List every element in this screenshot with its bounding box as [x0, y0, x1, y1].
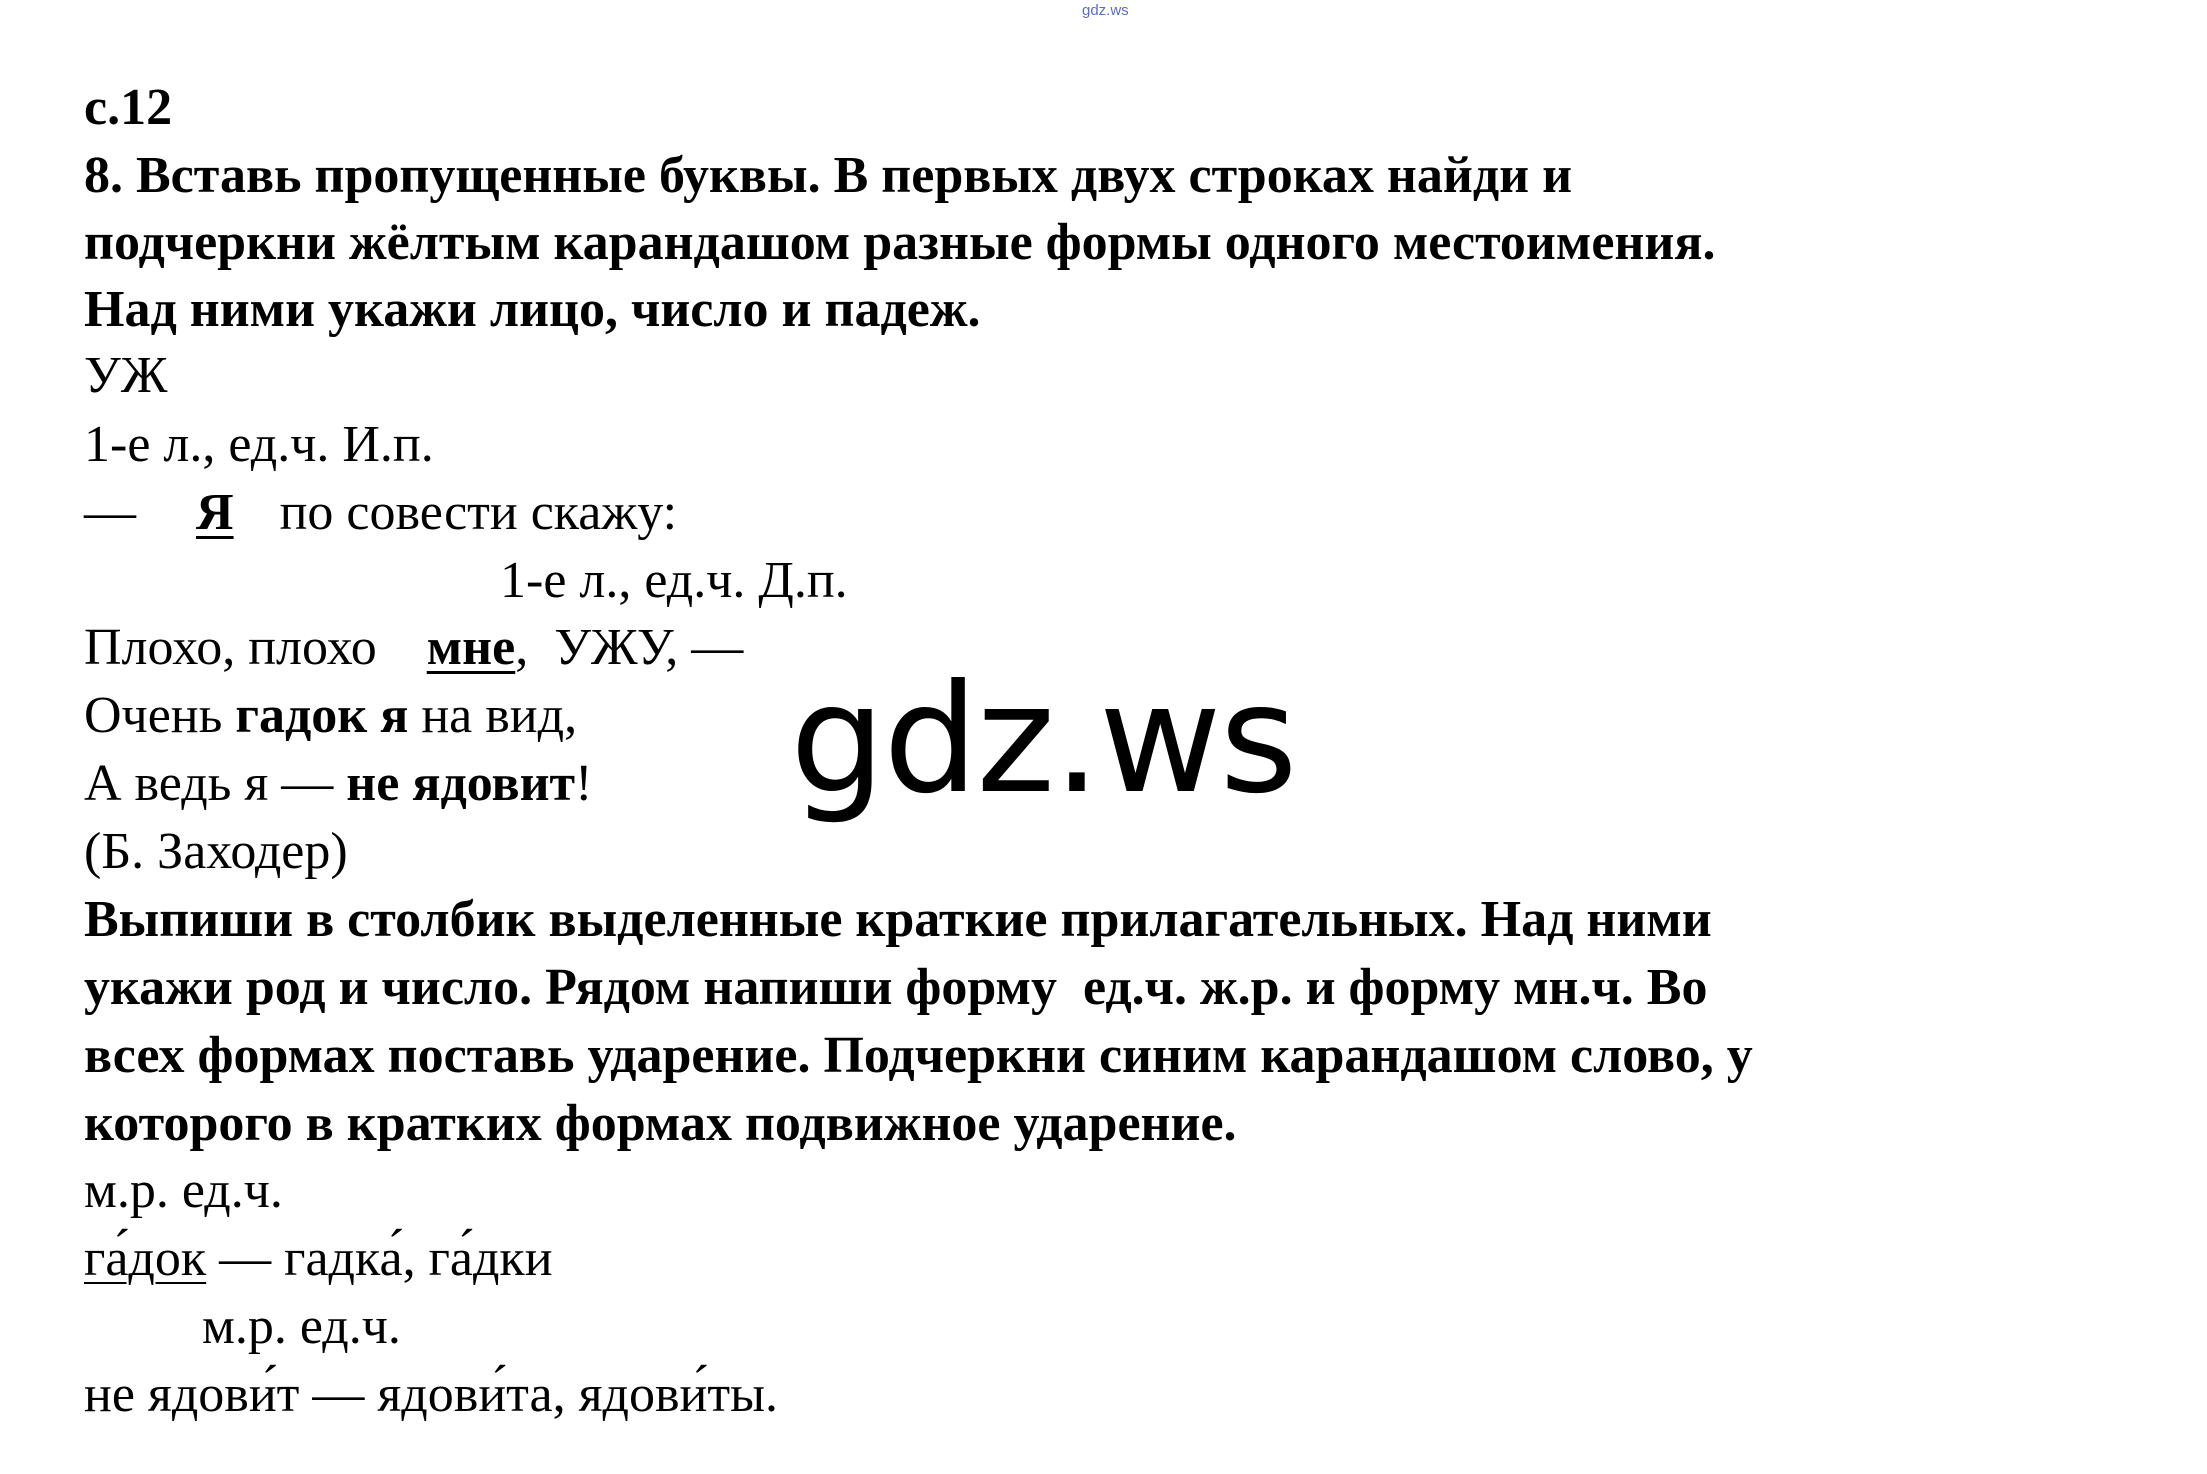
dash: —	[84, 484, 136, 541]
poem-title: УЖ	[84, 347, 168, 404]
poem-line-4	[84, 755, 593, 812]
poem-line-3-start: Очень	[84, 687, 236, 744]
poem-line-4-end: !	[575, 755, 593, 812]
pronoun-note-2: 1-е л., ед.ч. Д.п.	[500, 552, 848, 609]
poem-line-1	[84, 484, 678, 541]
adjective-gadok: гадок я	[235, 687, 409, 744]
page-number: с.12	[84, 79, 173, 136]
task-adj-line-2: укажи род и число. Рядом напиши форму ед.ч. ж.р. и форму мн.ч. Во	[84, 959, 1708, 1016]
task-adj-line-3: всех формах поставь ударение. Подчеркни синим карандашом слово, у	[84, 1027, 1753, 1084]
watermark: gdz.ws	[790, 653, 1296, 827]
answer-line-1-rest: — гадка́, га́дки	[206, 1230, 553, 1287]
poem-line-2	[84, 619, 744, 676]
pronoun-note-1: 1-е л., ед.ч. И.п.	[84, 416, 434, 473]
task8-line-2: подчеркни жёлтым карандашом разные формы одного местоимения.	[84, 214, 1716, 271]
pronoun-ya: Я	[196, 484, 234, 541]
answer-note-1: м.р. ед.ч.	[84, 1162, 283, 1219]
poem-author: (Б. Заходер)	[84, 823, 348, 880]
answer-word-gadok: га́док	[84, 1230, 207, 1287]
adjective-yadovit: не ядовит	[346, 755, 576, 812]
task-adj-line-4: которого в кратких формах подвижное ударение.	[84, 1095, 1237, 1152]
site-mark: gdz.ws	[1082, 2, 1129, 19]
answer-line-1	[84, 1230, 553, 1287]
poem-line-1-rest: по совести скажу:	[279, 484, 678, 541]
answer-line-2: не ядови́т — ядови́та, ядови́ты.	[84, 1366, 779, 1423]
poem-line-2-end: , УЖУ, —	[515, 619, 744, 676]
task-adj-line-1: Выпиши в столбик выделенные краткие прилагательных. Над ними	[84, 891, 1712, 948]
poem-line-3-end: на вид,	[408, 687, 578, 744]
task8-line-3: Над ними укажи лицо, число и падеж.	[84, 281, 981, 338]
poem-line-3	[84, 687, 578, 744]
pronoun-mne: мне	[426, 619, 516, 676]
poem-line-2-start: Плохо, плохо	[84, 619, 377, 676]
task8-line-1: 8. Вставь пропущенные буквы. В первых двух строках найди и	[84, 147, 1573, 204]
poem-line-4-start: А ведь я —	[84, 755, 347, 812]
answer-note-2: м.р. ед.ч.	[202, 1298, 401, 1355]
